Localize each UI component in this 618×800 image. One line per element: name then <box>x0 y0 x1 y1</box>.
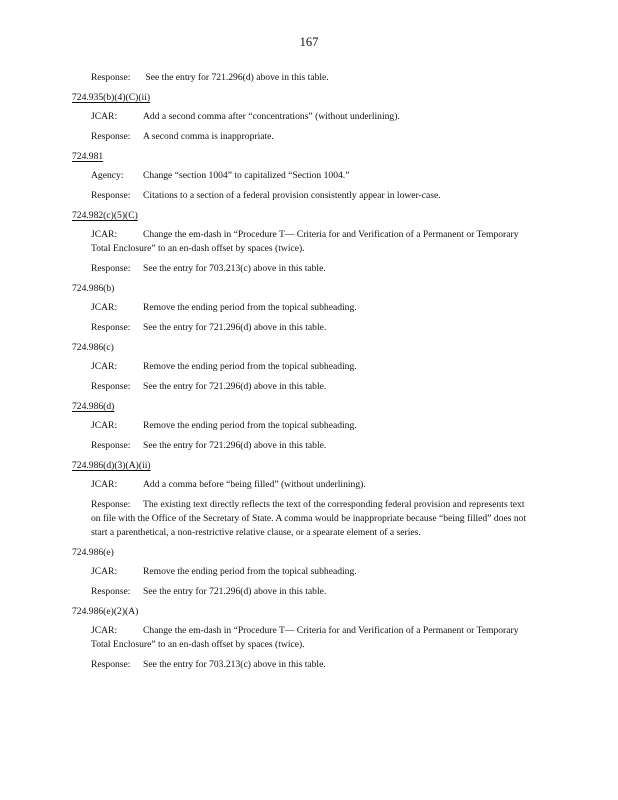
section-heading: 724.981 <box>72 151 104 162</box>
item-text: See the entry for 721.296(d) above in this table. <box>143 322 327 333</box>
item-text: Change the em-dash in “Procedure T— Criteria for and Verification of a Permanent or Temporary Total Enclosure” to an en-dash offset by spaces (twice). <box>91 625 519 650</box>
comment-item <box>91 565 532 579</box>
item-text: Add a second comma after “concentrations” (without underlining). <box>143 111 400 122</box>
item-label: JCAR: <box>91 566 118 577</box>
comment-item <box>91 169 532 183</box>
item-text: Change the em-dash in “Procedure T— Criteria for and Verification of a Permanent or Temporary Total Enclosure” to an en-dash offset by spaces (twice). <box>91 229 519 254</box>
section-heading: 724.986(d) <box>72 401 115 412</box>
item-text: See the entry for 721.296(d) above in this table. <box>143 381 327 392</box>
entry-block <box>72 209 532 276</box>
section-heading: 724.982(c)(5)(C) <box>72 210 138 221</box>
comment-item <box>91 419 532 433</box>
item-label: Agency: <box>91 170 124 181</box>
item-label: Response: <box>91 586 131 597</box>
lead-response-item <box>91 71 532 85</box>
comment-item <box>91 301 532 315</box>
section-heading: 724.986(e)(2)(A) <box>72 606 139 617</box>
item-label: Response: <box>91 263 131 274</box>
item-text: Remove the ending period from the topical subheading. <box>143 361 357 372</box>
item-label: JCAR: <box>91 361 118 372</box>
section-heading: 724.986(b) <box>72 283 115 294</box>
entry-block <box>72 282 532 335</box>
item-text: See the entry for 721.296(d) above in this table. <box>143 440 327 451</box>
item-text: Add a comma before “being filled” (without underlining). <box>143 479 366 490</box>
comment-item <box>91 189 532 203</box>
item-label: Response: <box>91 499 131 510</box>
item-label: Response: <box>91 190 131 201</box>
item-text: See the entry for 703.213(c) above in this table. <box>143 263 326 274</box>
item-text: The existing text directly reflects the text of the corresponding federal provision and represents text on file with the Office of the Secretary of State. A comma would be inappropriate because “being filled” does not start a parenthetical, a non-restrictive relative clause, or a spearate element of a series. <box>91 499 527 538</box>
comment-item <box>91 360 532 374</box>
entry-block <box>72 605 532 672</box>
item-label: Response: <box>91 131 131 142</box>
comment-item <box>91 498 532 540</box>
item-label: JCAR: <box>91 479 118 490</box>
comment-item <box>91 228 532 256</box>
item-text: See the entry for 703.213(c) above in this table. <box>143 659 326 670</box>
comment-item <box>91 380 532 394</box>
item-text: Remove the ending period from the topical subheading. <box>143 302 357 313</box>
item-text: Remove the ending period from the topical subheading. <box>143 420 357 431</box>
item-text: Change “section 1004” to capitalized “Section 1004.” <box>143 170 350 181</box>
comment-item <box>91 624 532 652</box>
item-label: Response: <box>91 659 131 670</box>
item-label: JCAR: <box>91 420 118 431</box>
comment-item <box>91 110 532 124</box>
comment-item <box>91 321 532 335</box>
entry-block <box>72 150 532 203</box>
page-number: 167 <box>299 35 319 49</box>
item-text: See the entry for 721.296(d) above in this table. <box>143 586 327 597</box>
entries-list <box>72 91 532 672</box>
section-heading: 724.986(d)(3)(A)(ii) <box>72 460 151 471</box>
comment-item <box>91 585 532 599</box>
comment-item <box>91 439 532 453</box>
section-heading: 724.935(b)(4)(C)(ii) <box>72 92 151 103</box>
entry-block <box>72 91 532 144</box>
item-text: See the entry for 721.296(d) above in this table. <box>145 72 329 83</box>
comment-item <box>91 130 532 144</box>
section-heading: 724.986(e) <box>72 547 114 558</box>
entry-block <box>72 341 532 394</box>
entry-block <box>72 459 532 540</box>
item-label: JCAR: <box>91 111 118 122</box>
item-label: JCAR: <box>91 625 118 636</box>
item-text: Remove the ending period from the topical subheading. <box>143 566 357 577</box>
item-label: Response: <box>91 72 131 83</box>
entry-block <box>72 400 532 453</box>
item-text: A second comma is inappropriate. <box>143 131 274 142</box>
item-text: Citations to a section of a federal provision consistently appear in lower-case. <box>143 190 441 201</box>
comments-table <box>72 69 532 678</box>
entry-block <box>72 546 532 599</box>
section-heading: 724.986(c) <box>72 342 114 353</box>
comment-item <box>91 478 532 492</box>
item-label: Response: <box>91 322 131 333</box>
comment-item <box>91 658 532 672</box>
item-label: Response: <box>91 440 131 451</box>
item-label: JCAR: <box>91 229 118 240</box>
item-label: JCAR: <box>91 302 118 313</box>
item-label: Response: <box>91 381 131 392</box>
comment-item <box>91 262 532 276</box>
